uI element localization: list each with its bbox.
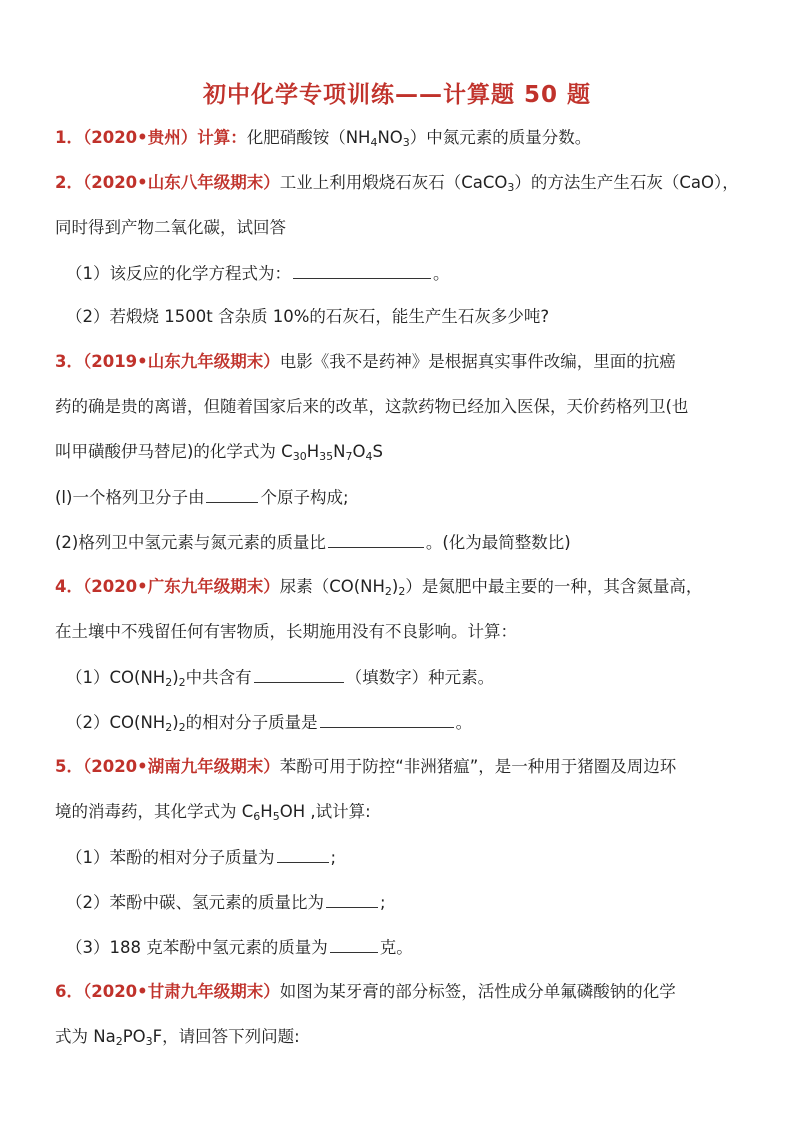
page-title: 初中化学专项训练——计算题 50 题 <box>202 82 592 108</box>
answer-blank[interactable] <box>277 846 329 863</box>
question-3-line-2: 药的确是贵的离谱，但随着国家后来的改革，这款药物已经加入医保，天价药格列卫(也 <box>55 397 689 416</box>
question-5-part-2 <box>66 891 766 914</box>
question-4-part-2-text: ) <box>172 713 179 732</box>
question-6-tag: 6．（2020•甘肃九年级期末） <box>55 982 280 1001</box>
subscript: 2 <box>384 585 392 598</box>
question-6 <box>55 981 755 1003</box>
subscript: 5 <box>272 810 280 823</box>
subscript: 2 <box>115 1035 123 1048</box>
question-2-part-1-text: （1）该反应的化学方程式为： <box>66 264 291 283</box>
question-5-part-1 <box>66 846 766 869</box>
question-4-part-1-text: 中共含有 <box>185 668 252 687</box>
subscript: 2 <box>178 721 186 734</box>
subscript: 3 <box>507 181 515 194</box>
subscript: 7 <box>345 450 353 463</box>
punctuation: ; <box>330 848 337 867</box>
answer-blank[interactable] <box>328 531 424 548</box>
question-4-text: 尿素（CO(NH <box>279 577 385 596</box>
answer-blank[interactable] <box>293 262 431 279</box>
question-6-text: 如图为某牙膏的部分标签，活性成分单氟磷酸钠的化学 <box>279 982 676 1001</box>
question-4-part-1-text: ) <box>172 668 179 687</box>
subscript: 30 <box>292 450 307 463</box>
question-6-text: 式为 Na <box>55 1027 116 1046</box>
subscript: 6 <box>253 810 261 823</box>
question-4 <box>55 576 755 598</box>
question-3-part-1-text: 个原子构成; <box>260 488 349 507</box>
question-3-text: 电影《我不是药神》是根据真实事件改编，里面的抗癌 <box>279 352 676 371</box>
answer-blank[interactable] <box>326 891 378 908</box>
question-4-part-2-text: 的相对分子质量是 <box>185 713 318 732</box>
answer-blank[interactable] <box>206 486 258 503</box>
question-4-part-2 <box>66 711 766 734</box>
punctuation: 。 <box>433 264 450 283</box>
question-3-tag: 3．（2019•山东九年级期末） <box>55 352 280 371</box>
question-5-text: OH ,试计算: <box>279 802 371 821</box>
subscript: 2 <box>165 721 173 734</box>
question-1-text: 化肥硝酸铵（NH <box>246 128 371 147</box>
question-5-part-3-text: （3）188 克苯酚中氢元素的质量为 <box>66 938 328 957</box>
question-2-line-2: 同时得到产物二氧化碳，试回答 <box>55 218 286 237</box>
answer-blank[interactable] <box>254 666 344 683</box>
element-symbol: S <box>372 442 383 461</box>
punctuation: ; <box>380 893 386 912</box>
subscript: 3 <box>145 1035 153 1048</box>
question-4-line-2: 在土壤中不残留任何有害物质，长期施用没有不良影响。计算： <box>55 622 517 641</box>
question-5-text: 境的消毒药，其化学式为 C <box>55 802 254 821</box>
question-6-text: F，请回答下列问题: <box>152 1027 300 1046</box>
question-3-part-2 <box>55 531 755 554</box>
question-5-part-3 <box>66 936 766 959</box>
subscript: 35 <box>319 450 334 463</box>
question-4-part-2-text: （2）CO(NH <box>66 713 166 732</box>
question-5-line-2 <box>55 801 755 823</box>
subscript: 2 <box>398 585 406 598</box>
punctuation: 。 <box>455 713 473 732</box>
question-1-text: NO <box>377 128 403 147</box>
question-2-part-1 <box>66 262 766 285</box>
question-5-tag: 5．（2020•湖南九年级期末） <box>55 757 280 776</box>
element-symbol: H <box>260 802 273 821</box>
question-5-part-3-text: 克。 <box>379 938 413 957</box>
question-5 <box>55 756 755 778</box>
element-symbol: O <box>352 442 366 461</box>
question-3 <box>55 351 755 373</box>
question-1 <box>55 127 755 149</box>
question-3-part-1-text: (l)一个格列卫分子由 <box>55 488 205 507</box>
question-3-part-2-text: 。(化为最简整数比) <box>425 533 571 552</box>
question-4-part-1-text: （1）CO(NH <box>66 668 166 687</box>
question-3-part-1 <box>55 486 755 509</box>
question-4-text: ）是氮肥中最主要的一种，其含氮量高， <box>405 577 703 596</box>
question-4-tag: 4．（2020•广东九年级期末） <box>55 577 280 596</box>
question-2-text: 工业上利用煅烧石灰石（CaCO <box>279 173 508 192</box>
subscript: 4 <box>370 136 378 149</box>
question-6-line-2 <box>55 1026 755 1048</box>
question-1-text: ）中氮元素的质量分数。 <box>409 128 592 147</box>
subscript: 2 <box>165 676 173 689</box>
question-4-text: ) <box>391 577 399 596</box>
question-5-part-1-text: （1）苯酚的相对分子质量为 <box>66 848 275 867</box>
subscript: 3 <box>402 136 410 149</box>
question-2-text: ）的方法生产生石灰（CaO）， <box>514 173 739 192</box>
element-symbol: PO <box>122 1027 146 1046</box>
answer-blank[interactable] <box>320 711 454 728</box>
question-4-part-1-text: （填数字）种元素。 <box>345 668 495 687</box>
subscript: 2 <box>178 676 186 689</box>
question-3-text: 叫甲磺酸伊马替尼)的化学式为 C <box>55 442 293 461</box>
question-4-part-1 <box>66 666 766 689</box>
question-3-line-3 <box>55 441 755 463</box>
question-3-part-2-text: (2)格列卫中氢元素与氮元素的质量比 <box>55 533 326 552</box>
question-5-part-2-text: （2）苯酚中碳、氢元素的质量比为 <box>66 893 324 912</box>
question-2 <box>55 172 755 194</box>
answer-blank[interactable] <box>330 936 378 953</box>
question-1-tag: 1．（2020•贵州）计算： <box>55 128 247 147</box>
element-symbol: N <box>333 442 346 461</box>
subscript: 4 <box>365 450 373 463</box>
question-5-text: 苯酚可用于防控“非洲猪瘟”，是一种用于猪圈及周边环 <box>279 757 677 776</box>
element-symbol: H <box>306 442 320 461</box>
question-2-part-2: （2）若煅烧 1500t 含杂质 10%的石灰石，能生产生石灰多少吨? <box>66 307 550 326</box>
question-2-tag: 2．（2020•山东八年级期末） <box>55 173 280 192</box>
